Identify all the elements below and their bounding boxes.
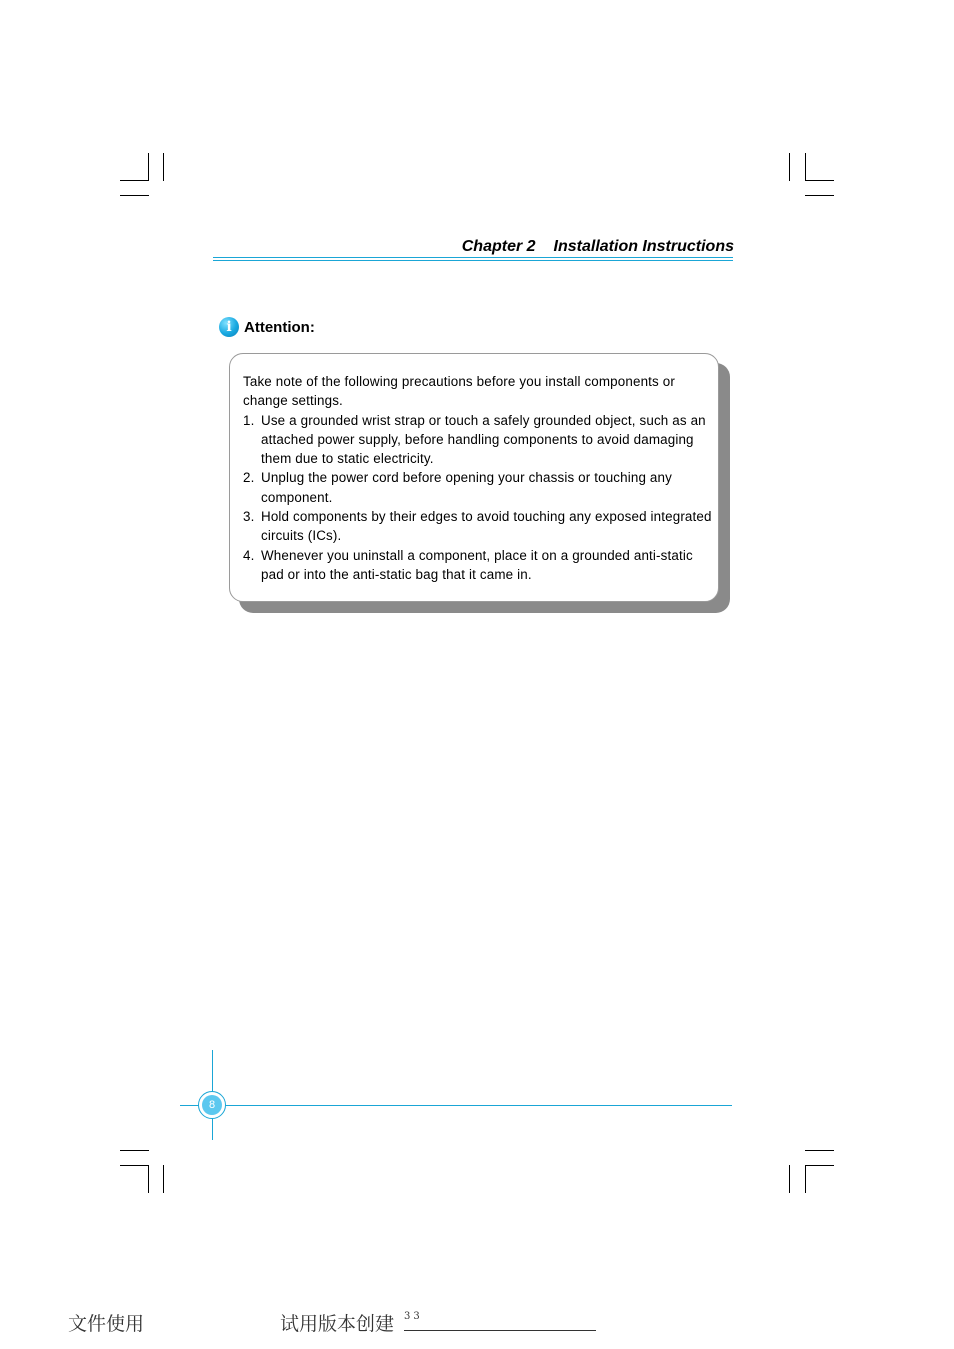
list-item <box>243 411 713 469</box>
chapter-label: Chapter 2 <box>461 238 536 255</box>
crop-mark <box>120 1165 149 1166</box>
list-item <box>243 546 713 585</box>
crop-mark <box>805 195 834 196</box>
page-header <box>420 238 734 256</box>
header-rule <box>213 257 733 258</box>
crop-mark <box>805 1150 834 1151</box>
page-number-badge <box>198 1091 226 1119</box>
list-item-number: 1. <box>243 412 255 428</box>
list-item-text: Whenever you uninstall a component, place it on a grounded anti-static pad or into the anti-static bag that it came in. <box>261 547 693 582</box>
attention-heading <box>219 317 315 337</box>
footer-underline <box>404 1330 596 1331</box>
notice-intro: Take note of the following precautions before you install components or change settings. <box>243 374 675 409</box>
crop-mark <box>805 180 834 181</box>
page-marker-horizontal <box>180 1105 732 1106</box>
header-rule <box>213 260 733 261</box>
list-item-number: 2. <box>243 470 255 486</box>
crop-mark <box>805 1165 806 1193</box>
list-item <box>243 507 713 546</box>
crop-mark <box>163 1165 164 1193</box>
footer-superscript: 33 <box>404 1311 423 1322</box>
crop-mark <box>789 1165 790 1193</box>
notice-text <box>243 372 713 584</box>
crop-mark <box>120 1150 149 1151</box>
footer-left-text: 文件使用 <box>68 1313 145 1335</box>
list-item-text: Unplug the power cord before opening your chassis or touching any component. <box>261 470 672 505</box>
crop-mark <box>120 180 149 181</box>
chapter-title: Installation Instructions <box>553 238 734 255</box>
crop-mark <box>120 195 149 196</box>
crop-mark <box>163 153 164 181</box>
attention-label: Attention: <box>244 318 315 336</box>
notice-box <box>229 353 719 602</box>
list-item <box>243 468 713 507</box>
list-item-number: 4. <box>243 547 255 563</box>
list-item-text: Use a grounded wrist strap or touch a safely grounded object, such as an attached power supply, before handling components to avoid damaging them due to static electricity. <box>261 412 706 467</box>
page-number: 8 <box>202 1095 222 1115</box>
list-item-text: Hold components by their edges to avoid touching any exposed integrated circuits (ICs). <box>261 509 712 544</box>
crop-mark <box>148 153 149 181</box>
list-item-number: 3. <box>243 509 255 525</box>
crop-mark <box>789 153 790 181</box>
crop-mark <box>805 1165 834 1166</box>
crop-mark <box>148 1165 149 1193</box>
crop-mark <box>805 153 806 181</box>
info-icon: i <box>219 317 239 337</box>
footer-right-text: 试用版本创建 <box>280 1313 395 1335</box>
